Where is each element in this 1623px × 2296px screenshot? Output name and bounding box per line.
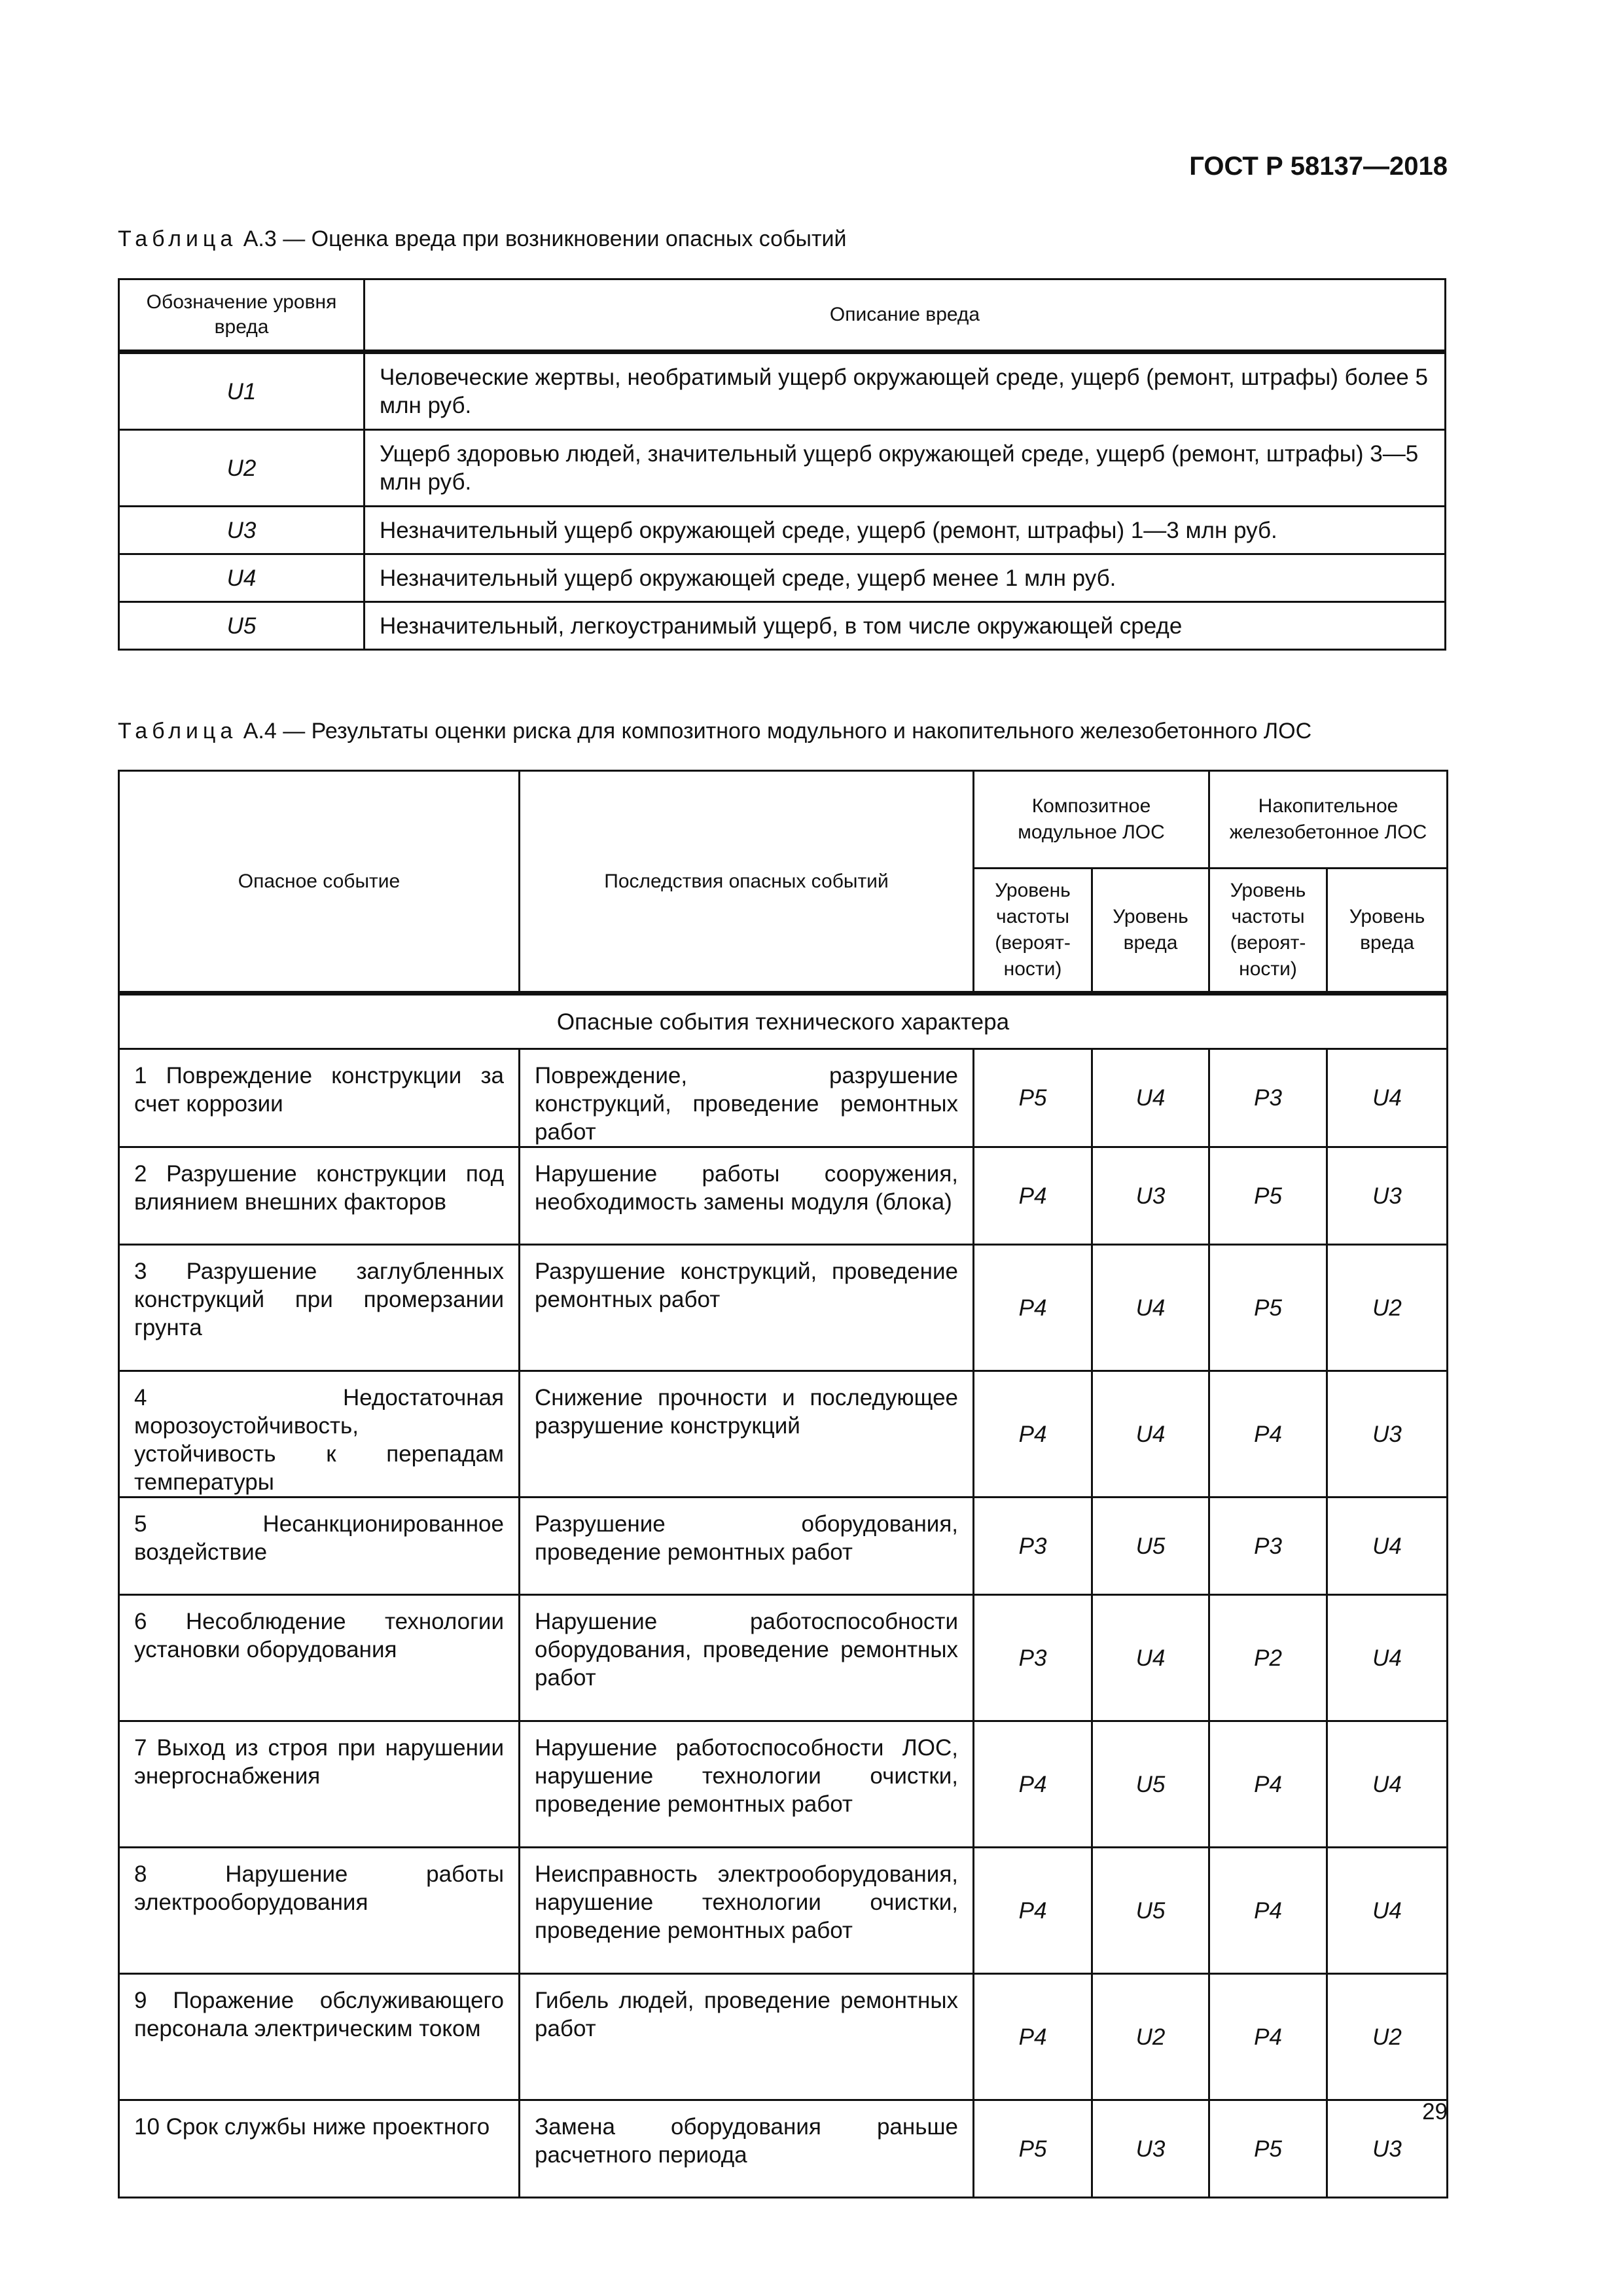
harm-cell: U2 bbox=[1327, 1974, 1448, 2100]
caption-text: А.3 — Оценка вреда при возникновении опасных событий bbox=[237, 226, 847, 251]
harm-cell: U4 bbox=[1327, 1721, 1448, 1848]
table-row bbox=[119, 352, 1446, 430]
consequence-cell: Повреждение, разрушение конструкций, проведение ремонтных работ bbox=[520, 1049, 974, 1147]
event-cell: 3 Разрушение заглубленных конструкций при промерзании грунта bbox=[119, 1245, 520, 1371]
table-row bbox=[119, 1974, 1448, 2100]
event-cell: 9 Поражение обслуживающего персонала электрическим током bbox=[119, 1974, 520, 2100]
harm-description: Незначительный ущерб окружающей среде, ущерб менее 1 млн руб. bbox=[365, 554, 1446, 602]
consequence-cell: Неисправность электрооборудования, нарушение технологии очистки, проведение ремонтных работ bbox=[520, 1848, 974, 1974]
frequency-cell: P4 bbox=[974, 1848, 1092, 1974]
frequency-cell: P4 bbox=[1209, 1974, 1327, 2100]
column-header-description: Описание вреда bbox=[365, 279, 1446, 352]
frequency-cell: P3 bbox=[1209, 1498, 1327, 1595]
column-header-frequency: Уровень частоты (вероят-ности) bbox=[974, 869, 1092, 994]
frequency-cell: P5 bbox=[1209, 1147, 1327, 1245]
frequency-cell: P4 bbox=[974, 1974, 1092, 2100]
consequence-cell: Гибель людей, проведение ремонтных работ bbox=[520, 1974, 974, 2100]
frequency-cell: P4 bbox=[974, 1721, 1092, 1848]
frequency-cell: P5 bbox=[974, 2100, 1092, 2198]
harm-cell: U4 bbox=[1092, 1595, 1209, 1721]
table-row bbox=[119, 430, 1446, 507]
frequency-cell: P4 bbox=[1209, 1848, 1327, 1974]
frequency-cell: P4 bbox=[1209, 1371, 1327, 1498]
section-title: Опасные события технического характера bbox=[119, 994, 1448, 1049]
harm-cell: U2 bbox=[1092, 1974, 1209, 2100]
table-row bbox=[119, 1595, 1448, 1721]
frequency-cell: P3 bbox=[974, 1595, 1092, 1721]
harm-description: Незначительный, легкоустранимый ущерб, в том числе окружающей среде bbox=[365, 602, 1446, 650]
table-row bbox=[119, 1245, 1448, 1371]
consequence-cell: Снижение прочности и последующее разрушение конструкций bbox=[520, 1371, 974, 1498]
harm-code: U1 bbox=[119, 352, 365, 430]
frequency-cell: P5 bbox=[1209, 2100, 1327, 2198]
table-a4-caption bbox=[118, 719, 1311, 744]
column-header-consequence: Последствия опасных событий bbox=[520, 771, 974, 994]
harm-cell: U3 bbox=[1092, 1147, 1209, 1245]
harm-cell: U5 bbox=[1092, 1848, 1209, 1974]
event-cell: 10 Срок службы ниже проектного bbox=[119, 2100, 520, 2198]
harm-cell: U3 bbox=[1092, 2100, 1209, 2198]
column-group-composite: Композитное модульное ЛОС bbox=[974, 771, 1209, 869]
document-id: ГОСТ Р 58137—2018 bbox=[1189, 152, 1448, 181]
page-number: 29 bbox=[1422, 2099, 1448, 2125]
column-header-harm: Уровень вреда bbox=[1327, 869, 1448, 994]
event-cell: 4 Недостаточная морозоустойчивость, устойчивость к перепадам температуры bbox=[119, 1371, 520, 1498]
caption-text: А.4 — Результаты оценки риска для композитного модульного и накопительного железобетонного ЛОС bbox=[237, 719, 1312, 744]
harm-cell: U4 bbox=[1092, 1371, 1209, 1498]
table-row bbox=[119, 1498, 1448, 1595]
harm-cell: U4 bbox=[1092, 1049, 1209, 1147]
consequence-cell: Замена оборудования раньше расчетного периода bbox=[520, 2100, 974, 2198]
caption-label: Таблица bbox=[118, 226, 238, 251]
harm-assessment-table bbox=[118, 278, 1446, 651]
frequency-cell: P3 bbox=[974, 1498, 1092, 1595]
table-row bbox=[119, 1371, 1448, 1498]
harm-cell: U3 bbox=[1327, 2100, 1448, 2198]
table-a3-caption bbox=[118, 226, 847, 252]
harm-description: Незначительный ущерб окружающей среде, ущерб (ремонт, штрафы) 1—3 млн руб. bbox=[365, 507, 1446, 554]
table-row bbox=[119, 1049, 1448, 1147]
event-cell: 5 Несанкционированное воздействие bbox=[119, 1498, 520, 1595]
harm-code: U3 bbox=[119, 507, 365, 554]
harm-cell: U4 bbox=[1092, 1245, 1209, 1371]
column-header-harm: Уровень вреда bbox=[1092, 869, 1209, 994]
frequency-cell: P4 bbox=[974, 1147, 1092, 1245]
event-cell: 8 Нарушение работы электрооборудования bbox=[119, 1848, 520, 1974]
table-row bbox=[119, 2100, 1448, 2198]
harm-cell: U2 bbox=[1327, 1245, 1448, 1371]
consequence-cell: Нарушение работы сооружения, необходимость замены модуля (блока) bbox=[520, 1147, 974, 1245]
table-row bbox=[119, 554, 1446, 602]
frequency-cell: P5 bbox=[1209, 1245, 1327, 1371]
harm-code: U5 bbox=[119, 602, 365, 650]
frequency-cell: P3 bbox=[1209, 1049, 1327, 1147]
risk-results-table bbox=[118, 770, 1448, 2198]
caption-label: Таблица bbox=[118, 719, 238, 744]
table-row bbox=[119, 1848, 1448, 1974]
event-cell: 7 Выход из строя при нарушении энергоснабжения bbox=[119, 1721, 520, 1848]
harm-cell: U3 bbox=[1327, 1147, 1448, 1245]
table-row bbox=[119, 1721, 1448, 1848]
consequence-cell: Нарушение работоспособности оборудования, проведение ремонтных работ bbox=[520, 1595, 974, 1721]
harm-cell: U4 bbox=[1327, 1595, 1448, 1721]
harm-cell: U4 bbox=[1327, 1848, 1448, 1974]
harm-cell: U4 bbox=[1327, 1498, 1448, 1595]
harm-cell: U5 bbox=[1092, 1721, 1209, 1848]
event-cell: 2 Разрушение конструкции под влиянием внешних факторов bbox=[119, 1147, 520, 1245]
column-header-code: Обозначение уровня вреда bbox=[119, 279, 365, 352]
frequency-cell: P4 bbox=[974, 1245, 1092, 1371]
harm-code: U4 bbox=[119, 554, 365, 602]
frequency-cell: P5 bbox=[974, 1049, 1092, 1147]
event-cell: 6 Несоблюдение технологии установки оборудования bbox=[119, 1595, 520, 1721]
harm-description: Человеческие жертвы, необратимый ущерб окружающей среде, ущерб (ремонт, штрафы) более 5 млн руб. bbox=[365, 352, 1446, 430]
column-header-event: Опасное событие bbox=[119, 771, 520, 994]
harm-cell: U3 bbox=[1327, 1371, 1448, 1498]
table-row bbox=[119, 1147, 1448, 1245]
consequence-cell: Нарушение работоспособности ЛОС, нарушение технологии очистки, проведение ремонтных работ bbox=[520, 1721, 974, 1848]
harm-cell: U4 bbox=[1327, 1049, 1448, 1147]
table-row bbox=[119, 507, 1446, 554]
consequence-cell: Разрушение конструкций, проведение ремонтных работ bbox=[520, 1245, 974, 1371]
section-row bbox=[119, 994, 1448, 1049]
table-row bbox=[119, 602, 1446, 650]
event-cell: 1 Повреждение конструкции за счет коррозии bbox=[119, 1049, 520, 1147]
frequency-cell: P2 bbox=[1209, 1595, 1327, 1721]
harm-description: Ущерб здоровью людей, значительный ущерб окружающей среде, ущерб (ремонт, штрафы) 3—5 млн руб. bbox=[365, 430, 1446, 507]
column-group-concrete: Накопительное железобетонное ЛОС bbox=[1209, 771, 1448, 869]
consequence-cell: Разрушение оборудования, проведение ремонтных работ bbox=[520, 1498, 974, 1595]
harm-code: U2 bbox=[119, 430, 365, 507]
frequency-cell: P4 bbox=[974, 1371, 1092, 1498]
harm-cell: U5 bbox=[1092, 1498, 1209, 1595]
column-header-frequency: Уровень частоты (вероят-ности) bbox=[1209, 869, 1327, 994]
frequency-cell: P4 bbox=[1209, 1721, 1327, 1848]
